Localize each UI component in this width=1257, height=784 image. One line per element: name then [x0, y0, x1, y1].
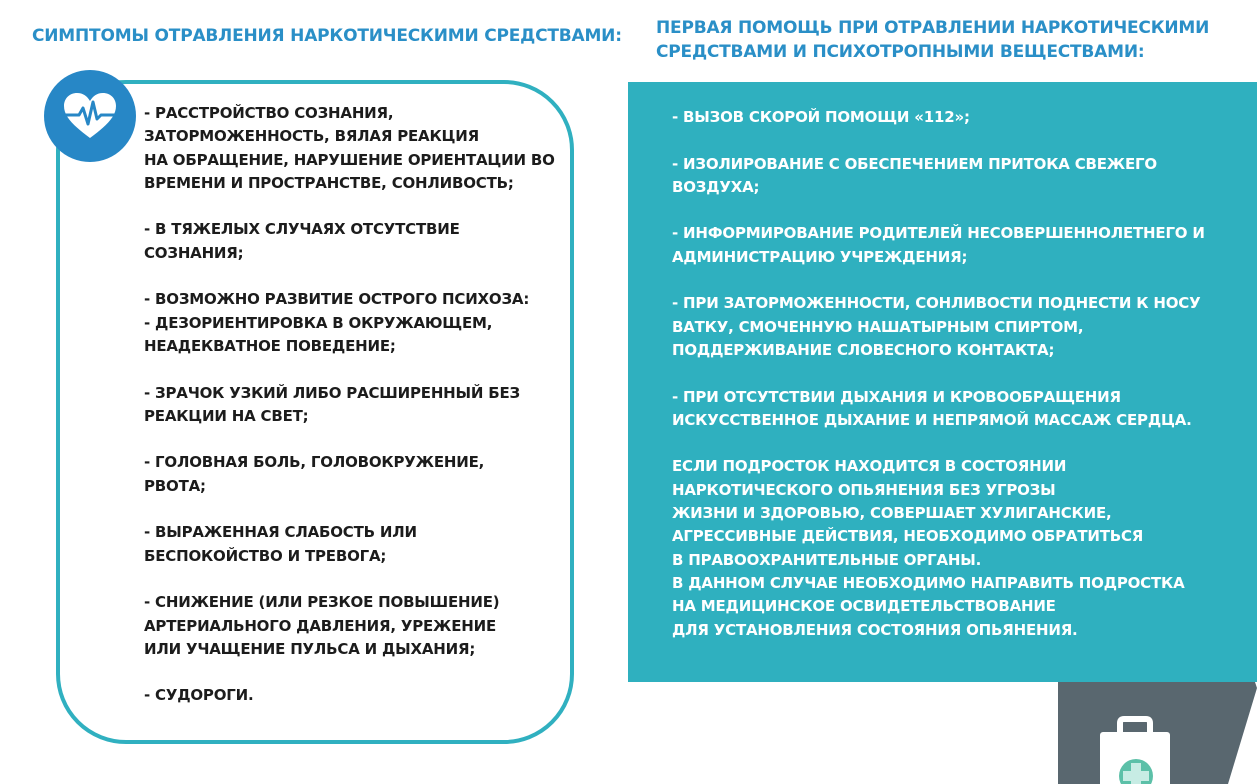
first-aid-item: - ПРИ ЗАТОРМОЖЕННОСТИ, СОНЛИВОСТИ ПОДНЕСТИ К НОСУ ВАТКУ, СМОЧЕННУЮ НАШАТЫРНЫМ СПИРТОМ, ПОДДЕРЖИВАНИЕ СЛОВЕСНОГО КОНТАКТА;: [672, 294, 1201, 359]
symptom-item: - ВЫРАЖЕННАЯ СЛАБОСТЬ ИЛИ БЕСПОКОЙСТВО И ТРЕВОГА;: [144, 523, 417, 565]
first-aid-item: - ПРИ ОТСУТСТВИИ ДЫХАНИЯ И КРОВООБРАЩЕНИЯ ИСКУССТВЕННОЕ ДЫХАНИЕ И НЕПРЯМОЙ МАССАЖ СЕРДЦА.: [672, 387, 1192, 429]
symptom-item: - ГОЛОВНАЯ БОЛЬ, ГОЛОВОКРУЖЕНИЕ, РВОТА;: [144, 453, 485, 495]
symptoms-list: [144, 102, 564, 731]
first-aid-note: ЕСЛИ ПОДРОСТОК НАХОДИТСЯ В СОСТОЯНИИ НАРКОТИЧЕСКОГО ОПЬЯНЕНИЯ БЕЗ УГРОЗЫ ЖИЗНИ И ЗДОРОВЬЮ, СОВЕРШАЕТ ХУЛИГАНСКИЕ, АГРЕССИВНЫЕ ДЕЙСТВИЯ, НЕОБХОДИМО ОБРАТИТЬСЯ В ПРАВООХРАНИТЕЛЬНЫЕ ОРГАНЫ. В ДАННОМ СЛУЧАЕ НЕОБХОДИМО НАПРАВИТЬ ПОДРОСТКА НА МЕДИЦИНСКОЕ ОСВИДЕТЕЛЬСТВОВАНИЕ ДЛЯ УСТАНОВЛЕНИЯ СОСТОЯНИЯ ОПЬЯНЕНИЯ.: [672, 457, 1185, 639]
symptom-item: - СУДОРОГИ.: [144, 686, 254, 705]
symptom-item: - СНИЖЕНИЕ (ИЛИ РЕЗКОЕ ПОВЫШЕНИЕ) АРТЕРИАЛЬНОГО ДАВЛЕНИЯ, УРЕЖЕНИЕ ИЛИ УЧАЩЕНИЕ ПУЛЬСА И ДЫХАНИЯ;: [144, 593, 500, 658]
first-aid-item: - ИЗОЛИРОВАНИЕ С ОБЕСПЕЧЕНИЕМ ПРИТОКА СВЕЖЕГО ВОЗДУХА;: [672, 154, 1157, 196]
heart-pulse-icon: [44, 70, 136, 162]
symptoms-title: СИМПТОМЫ ОТРАВЛЕНИЯ НАРКОТИЧЕСКИМИ СРЕДСТВАМИ:: [32, 26, 622, 46]
symptom-item: - В ТЯЖЕЛЫХ СЛУЧАЯХ ОТСУТСТВИЕ СОЗНАНИЯ;: [144, 220, 460, 262]
first-aid-kit-tile: [1058, 682, 1257, 784]
first-aid-title: ПЕРВАЯ ПОМОЩЬ ПРИ ОТРАВЛЕНИИ НАРКОТИЧЕСКИМИ СРЕДСТВАМИ И ПСИХОТРОПНЫМИ ВЕЩЕСТВАМИ:: [656, 18, 1210, 62]
symptom-item: - ЗРАЧОК УЗКИЙ ЛИБО РАСШИРЕННЫЙ БЕЗ РЕАКЦИИ НА СВЕТ;: [144, 383, 520, 425]
first-aid-item: - ВЫЗОВ СКОРОЙ ПОМОЩИ «112»;: [672, 108, 970, 126]
first-aid-list: [672, 106, 1232, 665]
first-aid-item: - ИНФОРМИРОВАНИЕ РОДИТЕЛЕЙ НЕСОВЕРШЕННОЛЕТНЕГО И АДМИНИСТРАЦИЮ УЧРЕЖДЕНИЯ;: [672, 224, 1205, 266]
symptom-item: - РАССТРОЙСТВО СОЗНАНИЯ, ЗАТОРМОЖЕННОСТЬ, ВЯЛАЯ РЕАКЦИЯ НА ОБРАЩЕНИЕ, НАРУШЕНИЕ ОРИЕНТАЦИИ ВО ВРЕМЕНИ И ПРОСТРАНСТВЕ, СОНЛИВОСТЬ;: [144, 104, 555, 192]
symptom-item: - ВОЗМОЖНО РАЗВИТИЕ ОСТРОГО ПСИХОЗА: - ДЕЗОРИЕНТИРОВКА В ОКРУЖАЮЩЕМ, НЕАДЕКВАТНОЕ ПОВЕДЕНИЕ;: [144, 290, 530, 355]
